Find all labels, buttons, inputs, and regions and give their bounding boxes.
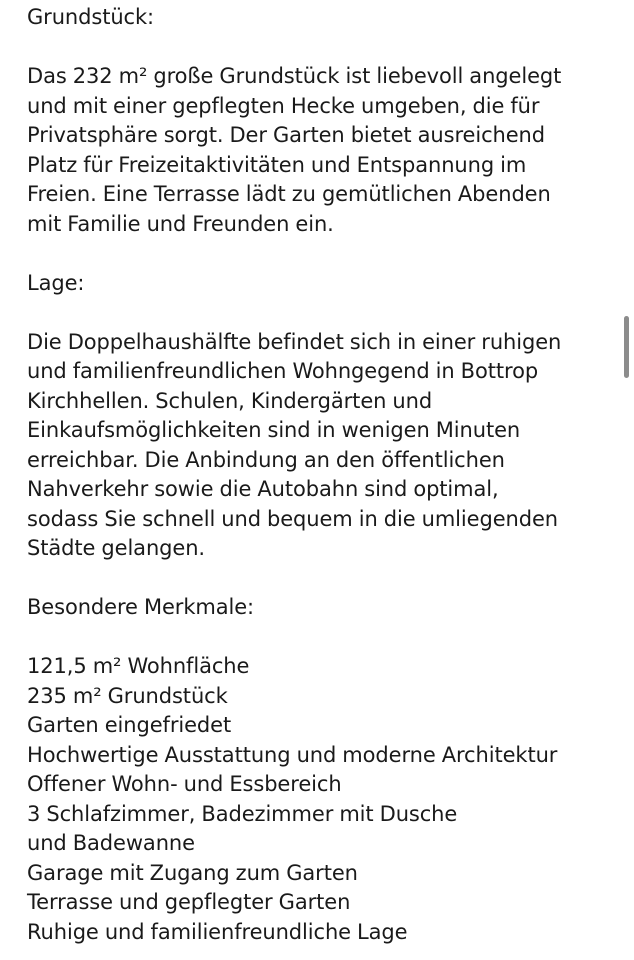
text-line: Kirchhellen. Schulen, Kindergärten und (27, 388, 433, 413)
paragraph-spacer (27, 298, 617, 328)
text-line: Platz für Freizeitaktivitäten und Entspannung im (27, 152, 527, 177)
text-line: und familienfreundlichen Wohngegend in Bottrop (27, 359, 539, 383)
text-line: erreichbar. Die Anbindung an den öffentlichen (27, 447, 505, 472)
feature-item: 3 Schlafzimmer, Badezimmer mit Dusche (27, 801, 458, 826)
text-line: Die Doppelhaushälfte befindet sich in einer ruhigen (27, 329, 562, 354)
text-line: Freien. Eine Terrasse lädt zu gemütlichen Abenden (27, 182, 551, 206)
feature-item: Hochwertige Ausstattung und moderne Architektur (27, 742, 558, 767)
listing-description (27, 3, 617, 947)
paragraph-spacer (27, 33, 617, 63)
feature-item: und Badewanne (27, 831, 195, 855)
feature-item: Garage mit Zugang zum Garten (27, 860, 358, 885)
text-line: Privatsphäre sorgt. Der Garten bietet ausreichend (27, 123, 546, 147)
text-line: sodass Sie schnell und bequem in die umliegenden (27, 506, 558, 531)
feature-item: Offener Wohn- und Essbereich (27, 772, 342, 796)
section-heading-lage: Lage: (27, 270, 85, 295)
feature-item: 121,5 m² Wohnfläche (27, 654, 250, 678)
text-line: Einkaufsmöglichkeiten sind in wenigen Minuten (27, 418, 521, 442)
feature-item: 235 m² Grundstück (27, 683, 228, 708)
feature-item: Terrasse und gepflegter Garten (27, 890, 351, 914)
feature-item: Garten eingefriedet (27, 713, 232, 737)
paragraph-spacer (27, 239, 617, 269)
feature-item: Ruhige und familienfreundliche Lage (27, 919, 408, 944)
section-heading-grundstueck: Grundstück: (27, 5, 155, 29)
text-line: Nahverkehr sowie die Autobahn sind optimal, (27, 477, 499, 501)
section-heading-merkmale: Besondere Merkmale: (27, 595, 255, 619)
paragraph-spacer (27, 623, 617, 653)
vertical-scrollbar[interactable] (624, 316, 629, 378)
paragraph-spacer (27, 564, 617, 594)
text-line: und mit einer gepflegten Hecke umgeben, die für (27, 93, 540, 118)
text-line: Städte gelangen. (27, 536, 205, 560)
text-line: Das 232 m² große Grundstück ist liebevoll angelegt (27, 64, 562, 88)
text-line: mit Familie und Freunden ein. (27, 211, 334, 236)
